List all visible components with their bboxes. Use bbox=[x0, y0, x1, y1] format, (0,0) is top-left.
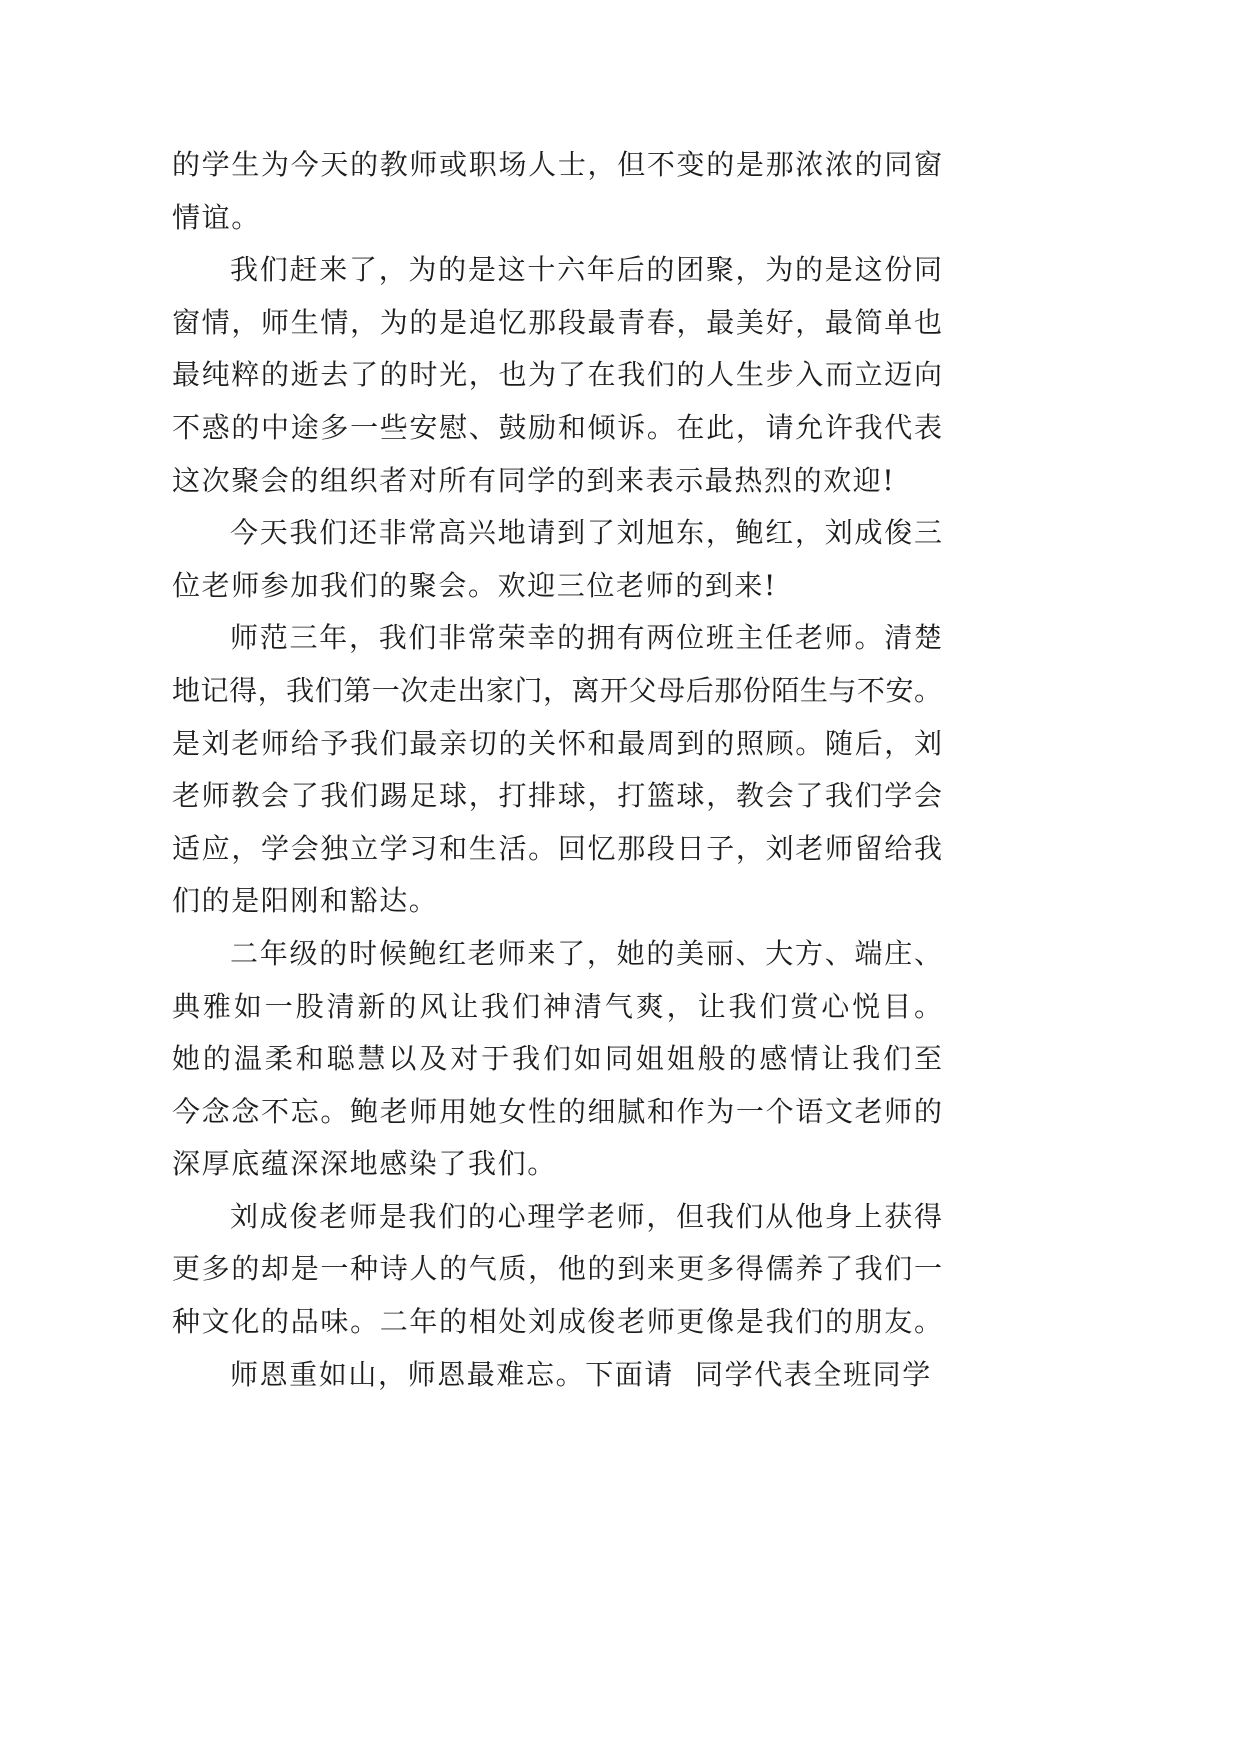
text-line: 师范三年，我们非常荣幸的拥有两位班主任老师。清楚 bbox=[230, 621, 942, 655]
text-line: 老师教会了我们踢足球，打排球，打篮球，教会了我们学会 bbox=[172, 779, 942, 813]
paragraph bbox=[172, 928, 942, 1191]
text-line: 不惑的中途多一些安慰、鼓励和倾诉。在此，请允许我代表 bbox=[172, 410, 942, 444]
body-text bbox=[172, 139, 942, 1401]
text-line: 她的温柔和聪慧以及对于我们如同姐姐般的感情让我们至 bbox=[172, 1042, 942, 1076]
text-line: 种文化的品味。二年的相处刘成俊老师更像是我们的朋友。 bbox=[172, 1305, 942, 1339]
text-line: 更多的却是一种诗人的气质，他的到来更多得儒养了我们一 bbox=[172, 1252, 942, 1286]
text-line: 这次聚会的组织者对所有同学的到来表示最热烈的欢迎! bbox=[172, 463, 896, 497]
text-line: 地记得，我们第一次走出家门，离开父母后那份陌生与不安。 bbox=[172, 673, 942, 707]
paragraph bbox=[172, 1349, 942, 1402]
text-line: 我们赶来了，为的是这十六年后的团聚，为的是这份同 bbox=[230, 253, 942, 287]
text-line: 是刘老师给予我们最亲切的关怀和最周到的照顾。随后，刘 bbox=[172, 726, 942, 760]
text-line: 刘成俊老师是我们的心理学老师，但我们从他身上获得 bbox=[230, 1199, 942, 1233]
text-line: 二年级的时候鲍红老师来了，她的美丽、大方、端庄、 bbox=[230, 936, 942, 970]
paragraph bbox=[172, 139, 942, 244]
text-line: 情谊。 bbox=[172, 200, 261, 234]
text-line: 的学生为今天的教师或职场人士，但不变的是那浓浓的同窗 bbox=[172, 148, 942, 181]
paragraph bbox=[172, 1191, 942, 1349]
text-line: 窗情，师生情，为的是追忆那段最青春，最美好，最简单也 bbox=[172, 305, 942, 339]
text-line: 位老师参加我们的聚会。欢迎三位老师的到来! bbox=[172, 568, 777, 602]
text-line: 师恩重如山，师恩最难忘。下面请 同学代表全班同学 bbox=[230, 1357, 932, 1391]
text-line: 典雅如一股清新的风让我们神清气爽，让我们赏心悦目。 bbox=[172, 989, 942, 1023]
text-line: 深厚底蕴深深地感染了我们。 bbox=[172, 1147, 557, 1181]
text-line: 适应，学会独立学习和生活。回忆那段日子，刘老师留给我 bbox=[172, 831, 942, 865]
paragraph bbox=[172, 507, 942, 612]
paragraph bbox=[172, 244, 942, 507]
text-line: 最纯粹的逝去了的时光，也为了在我们的人生步入而立迈向 bbox=[172, 358, 942, 392]
text-line: 们的是阳刚和豁达。 bbox=[172, 884, 439, 918]
text-line: 今念念不忘。鲍老师用她女性的细腻和作为一个语文老师的 bbox=[172, 1094, 942, 1128]
text-line: 今天我们还非常高兴地请到了刘旭东，鲍红，刘成俊三 bbox=[230, 516, 942, 550]
paragraph bbox=[172, 612, 942, 928]
